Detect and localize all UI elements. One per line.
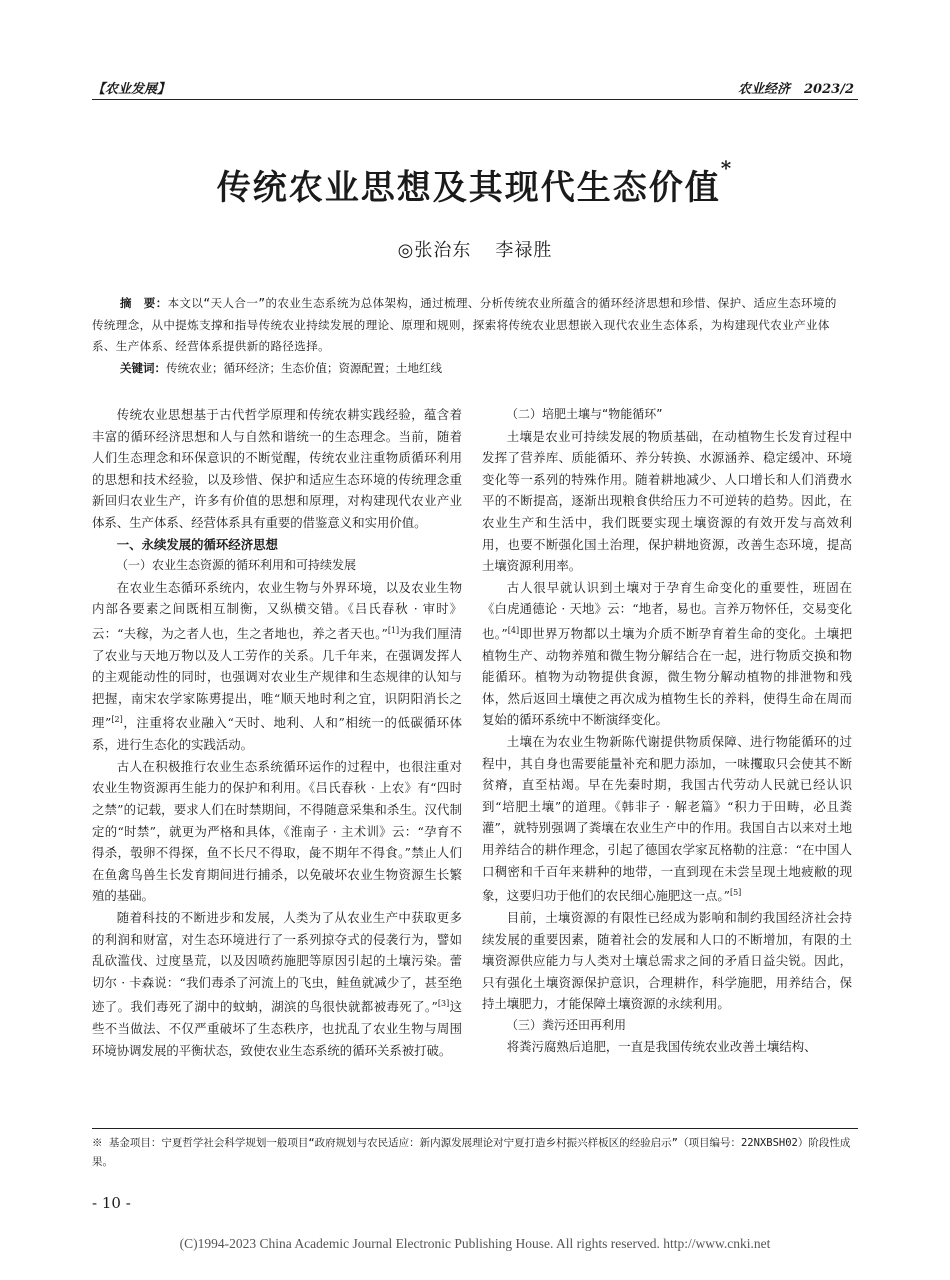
article-title <box>0 156 950 209</box>
citation: [5] <box>729 888 742 898</box>
body-paragraph: 古人在积极推行农业生态系统循环运作的过程中，也很注重对农业生物资源再生能力的保护和利用。《吕氏春秋 · 上农》有“四时之禁”的记载，要求人们在时禁期间，不得随意采集和杀生。汉代制定的“时禁”，就更为严格和具体，《淮南子 · 主术训》云：“孕育不得杀，彀卵不得探，鱼不长尺不得取，彘不期年不得食。”禁止人们在鱼禽鸟兽生长发育期间进行捕杀，以免破坏农业生物资源生长繁殖的基础。 <box>92 758 462 904</box>
paragraph-text: 在农业生态循环系统内，农业生物与外界环境，以及农业生物内部各要素之间既相互制衡，又纵横交错。《吕氏春秋 · 审时》云：“夫稼，为之者人也，生之者地也，养之者天也。” <box>92 579 462 642</box>
abstract-label: 摘 要： <box>120 296 168 310</box>
section-label: 【农业发展】 <box>92 82 171 97</box>
subsection-heading-1-3: （三）粪污还田再利用 <box>506 1017 627 1032</box>
citation: [3] <box>437 999 450 1009</box>
title-footnote-mark: * <box>720 156 734 180</box>
citation: [2] <box>111 715 123 725</box>
copyright-notice: (C)1994-2023 China Academic Journal Electronic Publishing House. All rights reserved. http://www.cnki.net <box>179 1236 771 1251</box>
subsection-heading-1-2: （二）培肥土壤与“物能循环” <box>506 407 663 421</box>
paragraph-text: 随着科技的不断进步和发展，人类为了从农业生产中获取更多的利润和财富，对生态环境进行了一系列掠夺式的侵袭行为，譬如乱砍滥伐、过度垦荒，以及因喷药施肥等原因引起的土壤污染。蕾切尔 · 卡森说：“我们毒杀了河流上的飞虫，鲑鱼就减少了，甚至绝迹了。我们毒死了湖中的蚊蚋，湖滨的鸟很快就都被毒死了。” <box>92 909 462 1015</box>
citation: [1] <box>387 625 400 635</box>
paragraph-text: 为我们厘清了农业与天地万物以及人工劳作的关系。几千年来，在强调发挥人的主观能动性的同时，也强调对农业生产规律和生态规律的认知与把握，南宋农学家陈旉提出，唯“顺天地时利之宜，识阴阳消长之理” <box>92 626 463 731</box>
body-paragraph: 目前，土壤资源的有限性已经成为影响和制约我国经济社会持续发展的重要因素，随着社会的发展和人口的不断增加，有限的土壤资源供应能力与人类对土壤总需求之间的矛盾日益尖锐。因此，只有强化土壤资源保护意识，合理耕作，科学施肥，用养结合，保持土壤肥力，才能保障土壤资源的永续利用。 <box>482 909 852 1012</box>
abstract <box>92 293 848 358</box>
author-mark: ◎ <box>397 240 415 261</box>
body-paragraph <box>92 577 462 756</box>
paragraph-text: 古人很早就认识到土壤对于孕育生命变化的重要性，班固在《白虎通德论 · 天地》云：“地者，易也。言养万物怀任，交易变化也。” <box>482 579 852 642</box>
intro-paragraph: 传统农业思想基于古代哲学原理和传统农耕实践经验，蕴含着丰富的循环经济思想和人与自然和谐统一的生态理念。当前，随着人们生态理念和环保意识的不断觉醒，传统农业注重物质循环利用的思想和技术经验，以及珍惜、保护和适应生态环境的传统理念重新回归农业生产，许多有价值的思想和原理，对构建现代农业产业体系、生产体系、经营体系具有重要的借鉴意义和实用价值。 <box>92 407 462 530</box>
body-paragraph <box>482 577 852 731</box>
paragraph-text: 这些不当做法、不仅严重破坏了生态秩序，也扰乱了农业生物与周围环境协调发展的平衡状态，致使农业生态系统的循环关系被打破。 <box>92 999 463 1058</box>
abstract-text: 本文以“天人合一”的农业生态系统为总体架构，通过梳理、分析传统农业所蕴含的循环经济思想和珍惜、保护、适应生态环境的传统理念，从中提炼支撑和指导传统农业持续发展的理论、原理和规则，探索将传统农业思想嵌入现代农业生态体系，为构建现代农业产业体系、生产体系、经营体系提供新的路径选择。 <box>92 296 837 353</box>
left-column <box>92 404 462 1061</box>
title-text: 传统农业思想及其现代生态价值 <box>216 168 721 208</box>
body-paragraph <box>482 731 852 907</box>
right-column <box>482 404 852 1058</box>
paragraph-text: ，注重将农业融入“天时、地利、人和”相统一的低碳循环体系，进行生态化的实践活动。 <box>92 715 462 753</box>
paragraph-text: 土壤在为农业生物新陈代谢提供物质保障、进行物能循环的过程中，其自身也需要能量补充和肥力添加，一味攫取只会使其不断贫瘠，直至枯竭。早在先秦时期，我国古代劳动人民就已经认识到“培肥土壤”的道理。《韩非子 · 解老篇》“积力于田畴，必且粪灌”，就特别强调了粪壤在农业生产中的作用。我国自古以来对土地用养结合的耕作理念，引起了德国农学家瓦格勒的注意：“在中国人口稠密和千百年来耕种的地带，一直到现在未尝呈现土地疲敝的现象，这要归功于他们的农民细心施肥这一点。” <box>482 734 852 904</box>
citation: [4] <box>507 625 520 635</box>
body-paragraph: 土壤是农业可持续发展的物质基础，在动植物生长发育过程中发挥了营养库、质能循环、养分转换、水源涵养、稳定缓冲、环境变化等一系列的特殊作用。随着耕地减少、人口增长和人们消费水平的不断提高，逐渐出现粮食供给压力不可逆转的趋势。因此，在农业生产和生活中，我们既要实现土壤资源的有效开发与高效利用，也要不断强化国土治理，保护耕地资源，改善生态环境，提高土壤资源利用率。 <box>482 428 852 574</box>
body-paragraph <box>92 907 462 1061</box>
journal-header <box>738 78 854 97</box>
author-2: 李禄胜 <box>495 240 553 261</box>
section-heading-1: 一、永续发展的循环经济思想 <box>116 536 278 552</box>
subsection-heading-1-1: （一）农业生态资源的循环利用和可持续发展 <box>116 558 357 573</box>
header-rule <box>92 99 858 100</box>
footnote-rule <box>92 1128 858 1129</box>
body-paragraph: 将粪污腐熟后追肥，一直是我国传统农业改善土壤结构、 <box>506 1039 817 1055</box>
keywords-label: 关键词： <box>120 361 166 375</box>
keywords-text: 传统农业；循环经济；生态价值；资源配置；土地红线 <box>166 361 442 375</box>
keywords <box>120 358 850 378</box>
issue-number: 2023/2 <box>804 82 854 97</box>
author-line <box>0 236 950 262</box>
page-number: - 10 - <box>92 1194 131 1212</box>
paragraph-text: 即世界万物都以土壤为介质不断孕育着生命的变化。土壤把植物生产、动物养殖和微生物分解结合在一起，进行物质交换和物能循环。植物为动物提供食源，微生物分解动植物的排泄物和残体，然后返回土壤使之再次成为植物生长的养料，使得生命在周而复始的循环系统中不断演绎变化。 <box>482 626 853 728</box>
journal-name: 农业经济 <box>738 82 791 97</box>
funding-footnote: ※ 基金项目：宁夏哲学社会科学规划一般项目“政府规划与农民适应：新内源发展理论对宁夏打造乡村振兴样板区的经验启示”（项目编号：22NXBSH02）阶段性成果。 <box>92 1137 851 1168</box>
author-1: 张治东 <box>414 240 472 261</box>
